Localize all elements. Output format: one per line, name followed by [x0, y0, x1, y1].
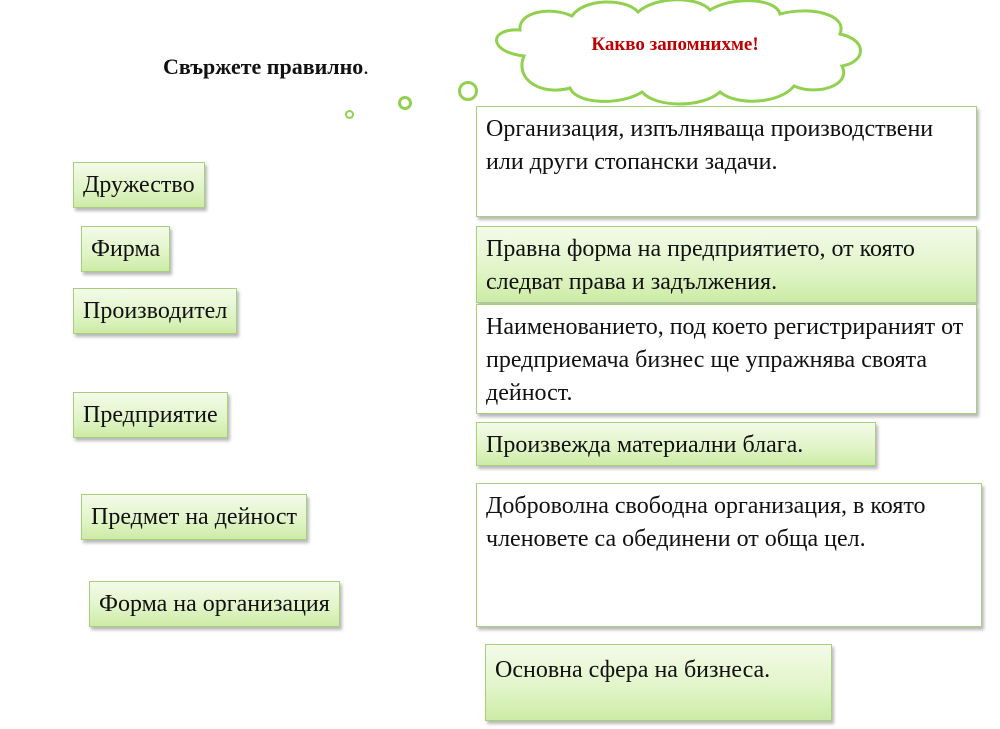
definition-box-5[interactable]: Доброволна свободна организация, в която членовете са обединени от обща цел.	[476, 483, 982, 627]
instruction-text: Свържете правилно	[163, 54, 364, 79]
term-card-predpriyatie[interactable]: Предприятие	[73, 392, 228, 438]
instruction-punct: .	[363, 54, 369, 79]
definition-box-3[interactable]: Наименованието, под което регистрираният от предприемача бизнес ще упражнява своята дейност.	[476, 304, 977, 414]
instruction-heading	[163, 54, 369, 80]
term-card-predmet-na-deynost[interactable]: Предмет на дейност	[81, 494, 307, 540]
term-card-firma[interactable]: Фирма	[81, 226, 170, 272]
term-card-forma-na-organizatsiya[interactable]: Форма на организация	[89, 581, 340, 627]
cloud-text: Какво запомнихме!	[591, 34, 759, 55]
thought-bubble-large	[458, 81, 478, 101]
term-card-druzhestvo[interactable]: Дружество	[73, 162, 205, 208]
definition-box-4[interactable]: Произвежда материални блага.	[476, 422, 876, 466]
definition-box-2[interactable]: Правна форма на предприятието, от която следват права и задължения.	[476, 226, 977, 303]
thought-bubble-medium	[398, 96, 412, 110]
definition-box-1[interactable]: Организация, изпълняваща производствени или други стопански задачи.	[476, 106, 977, 217]
term-card-proizvoditel[interactable]: Производител	[73, 288, 237, 334]
thought-bubble-small	[345, 110, 354, 119]
definition-box-6[interactable]: Основна сфера на бизнеса.	[485, 644, 832, 721]
